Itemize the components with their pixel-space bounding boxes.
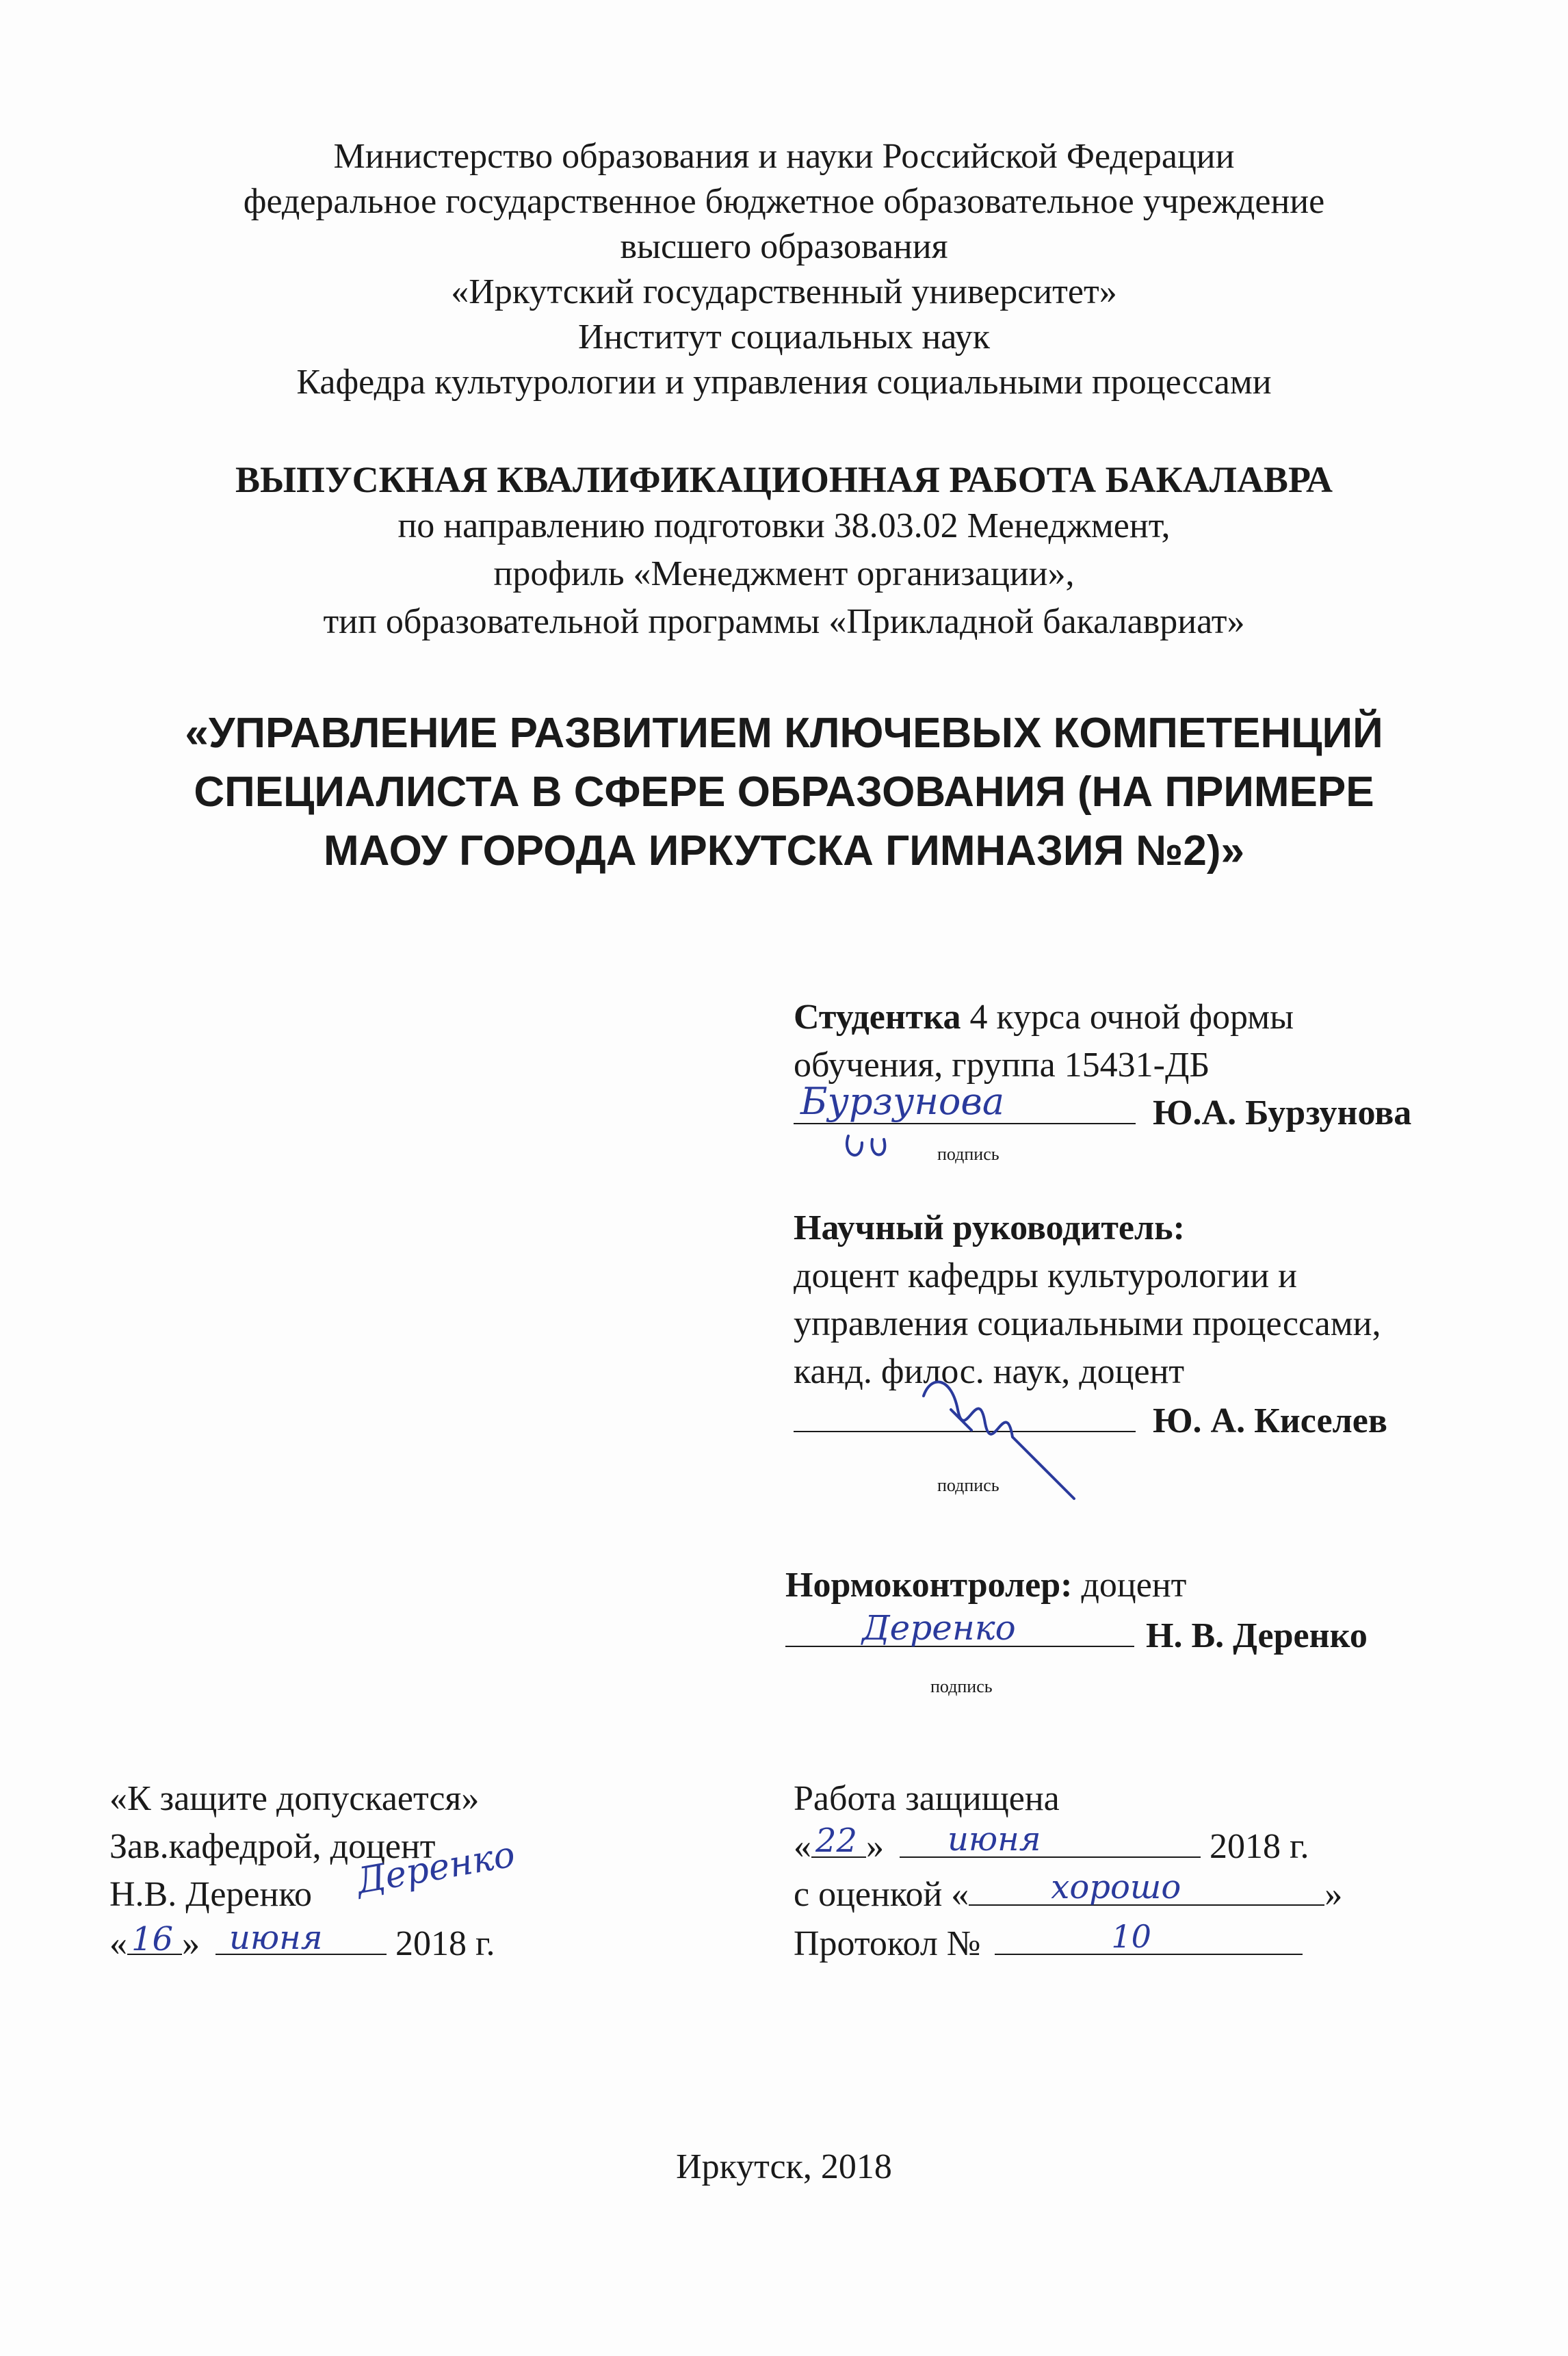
student-info: [794, 995, 1294, 1040]
education-level-line: высшего образования: [620, 227, 948, 266]
defense-grade-close: »: [1324, 1875, 1343, 1914]
institute-name: Институт социальных наук: [577, 318, 990, 357]
admission-date-open: «: [109, 1924, 127, 1963]
defense-protocol-label: Протокол №: [794, 1924, 981, 1963]
admission-day-field: [127, 1920, 182, 1958]
direction-line: по направлению подготовки 38.03.02 Менеджмент,: [397, 506, 1171, 545]
admission-date-close: »: [182, 1924, 200, 1963]
defense-protocol-field: [995, 1918, 1303, 1955]
defense-grade-label: с оценкой «: [794, 1875, 969, 1914]
normcontrol-label: Нормоконтролер:: [785, 1566, 1073, 1605]
defense-title: Работа защищена: [794, 1779, 1060, 1818]
supervisor-signature-row: [794, 1399, 1387, 1444]
defense-date: [794, 1820, 1309, 1869]
thesis-title-line-3: МАОУ ГОРОДА ИРКУТСКА ГИМНАЗИЯ №2)»: [324, 827, 1244, 875]
supervisor-name: Ю. А. Киселев: [1153, 1401, 1387, 1440]
admission-head-position: Зав.кафедрой, доцент: [109, 1827, 436, 1866]
admission-date: [109, 1921, 495, 1967]
institution-type-line: федеральное государственное бюджетное образовательное учреждение: [243, 182, 1325, 221]
admission-day: 16: [131, 1920, 174, 1958]
normcontrol-name: Н. В. Деренко: [1146, 1616, 1368, 1655]
supervisor-signature-caption: подпись: [937, 1475, 999, 1495]
normcontrol-position: доцент: [1072, 1566, 1187, 1605]
supervisor-label: Научный руководитель:: [794, 1208, 1185, 1247]
admission-month-field: [215, 1919, 387, 1957]
admission-year: 2018 г.: [387, 1924, 495, 1963]
defense-grade: [794, 1868, 1343, 1917]
profile-line: профиль «Менеджмент организации»,: [493, 554, 1075, 593]
student-group: обучения, группа 15431-ДБ: [794, 1046, 1210, 1085]
student-course: 4 курса очной формы: [961, 998, 1294, 1037]
defense-grade-value: хорошо: [1051, 1868, 1181, 1906]
supervisor-position-2: управления социальными процессами,: [794, 1304, 1381, 1343]
normcontrol-signature-caption: подпись: [930, 1677, 993, 1696]
admission-head-name: Н.В. Деренко: [109, 1875, 312, 1914]
program-type-line: тип образовательной программы «Прикладной бакалавриат»: [323, 602, 1245, 641]
admission-signature: Деренко: [353, 1834, 519, 1902]
supervisor-position-1: доцент кафедры культурологии и: [794, 1256, 1297, 1295]
admission-month: июня: [229, 1919, 323, 1957]
defense-date-close: »: [866, 1827, 884, 1866]
defense-year: 2018 г.: [1201, 1827, 1309, 1866]
thesis-title-line-2: СПЕЦИАЛИСТА В СФЕРЕ ОБРАЗОВАНИЯ (НА ПРИМЕРЕ: [194, 768, 1374, 816]
defense-day-field: [811, 1822, 866, 1860]
city-year: Иркутск, 2018: [676, 2147, 892, 2186]
university-name: «Иркутский государственный университет»: [451, 272, 1117, 311]
defense-grade-field: [969, 1868, 1324, 1906]
defense-month-field: [900, 1820, 1201, 1859]
student-name: Ю.А. Бурзунова: [1153, 1093, 1412, 1132]
ministry-line: Министерство образования и науки Российской Федерации: [333, 137, 1235, 176]
defense-date-open: «: [794, 1827, 811, 1866]
work-type-title: ВЫПУСКНАЯ КВАЛИФИКАЦИОННАЯ РАБОТА БАКАЛАВРА: [235, 459, 1333, 500]
defense-protocol: [794, 1918, 1303, 1967]
thesis-title-line-1: «УПРАВЛЕНИЕ РАЗВИТИЕМ КЛЮЧЕВЫХ КОМПЕТЕНЦИЙ: [185, 710, 1383, 757]
defense-protocol-value: 10: [1111, 1918, 1151, 1955]
student-signature-caption: подпись: [937, 1144, 999, 1164]
student-signature-flourish: [841, 1129, 924, 1177]
defense-month: июня: [948, 1820, 1041, 1859]
normcontrol-info: [785, 1563, 1186, 1608]
student-label: Студентка: [794, 998, 961, 1037]
admission-title: «К защите допускается»: [109, 1779, 480, 1818]
supervisor-degree: канд. филос. наук, доцент: [794, 1352, 1185, 1391]
defense-day: 22: [815, 1822, 858, 1860]
student-signature: Бурзунова: [800, 1080, 1005, 1123]
department-name: Кафедра культурологии и управления социальными процессами: [296, 363, 1272, 402]
normcontrol-signature: Деренко: [862, 1608, 1016, 1648]
